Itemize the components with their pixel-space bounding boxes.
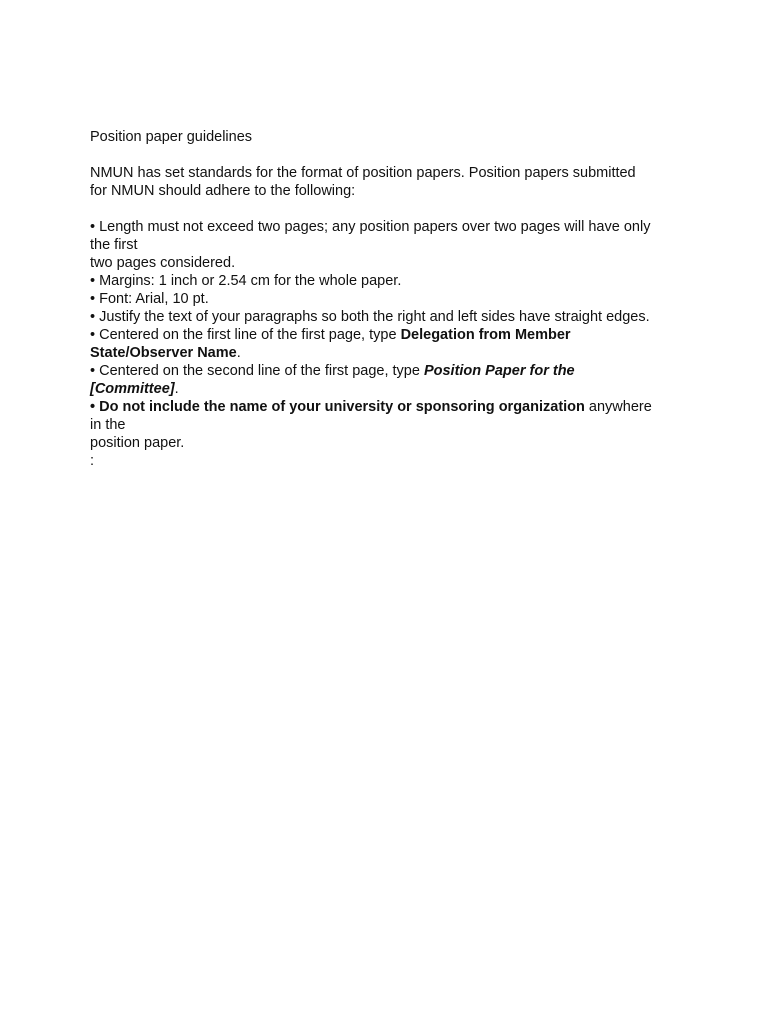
- bullet-delegation-line-2: [90, 344, 690, 362]
- bullet-position-line-2: [90, 380, 690, 398]
- document-body: [90, 128, 690, 470]
- bullet-margins: • Margins: 1 inch or 2.54 cm for the whole paper.: [90, 273, 402, 289]
- bullet-delegation-bold-1: Delegation from Member: [400, 327, 571, 343]
- bullet-length-line-3: two pages considered.: [90, 255, 236, 271]
- bullet-university-line-1: [90, 398, 690, 416]
- bullet-delegation-line-1: [90, 326, 690, 344]
- bullet-position-prefix: • Centered on the second line of the first page, type: [90, 363, 424, 379]
- trailing-colon: :: [90, 453, 95, 469]
- bullet-length-line-2: the first: [90, 237, 138, 253]
- bullet-delegation-prefix: • Centered on the first line of the first page, type: [90, 327, 401, 343]
- document-title: Position paper guidelines: [90, 129, 253, 145]
- bullet-justify: • Justify the text of your paragraphs so both the right and left sides have straight edges.: [90, 309, 650, 325]
- intro-line-1: NMUN has set standards for the format of position papers. Position papers submitted: [90, 165, 636, 181]
- bullet-delegation-suffix: .: [236, 345, 241, 361]
- bullet-university-line-3: position paper.: [90, 435, 185, 451]
- spacer: [90, 200, 690, 218]
- intro-line-2: for NMUN should adhere to the following:: [90, 183, 356, 199]
- bullet-university-suffix: anywhere: [584, 399, 652, 415]
- bullet-position-bolditalic-2: [Committee]: [90, 381, 175, 397]
- bullet-university-bold: • Do not include the name of your university or sponsoring organization: [90, 399, 585, 415]
- spacer: [90, 146, 690, 164]
- bullet-position-suffix: .: [174, 381, 179, 397]
- bullet-length-line-1: • Length must not exceed two pages; any position papers over two pages will have only: [90, 219, 651, 235]
- bullet-university-line-2: in the: [90, 417, 126, 433]
- bullet-position-bolditalic-1: Position Paper for the: [423, 363, 575, 379]
- bullet-font: • Font: Arial, 10 pt.: [90, 291, 209, 307]
- bullet-delegation-bold-2: State/Observer Name: [90, 345, 237, 361]
- bullet-position-line-1: [90, 362, 690, 380]
